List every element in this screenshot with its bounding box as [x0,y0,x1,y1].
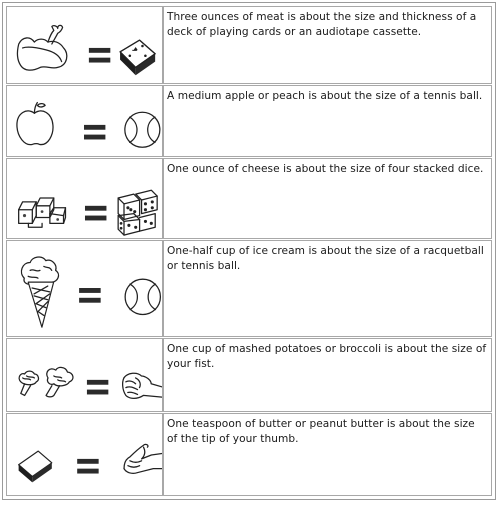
equals-sign [85,206,106,221]
table-row [6,338,492,412]
table-row [6,158,492,239]
broccoli-icon [19,367,73,396]
equals-sign [77,459,98,474]
apple-icon [17,103,53,145]
illustration-cell [6,338,163,412]
meat-equals-cards-illustration [7,7,162,83]
meat-chop-icon [17,25,66,70]
cheese-equals-dice-illustration [7,159,162,238]
illustration-cell [6,413,163,496]
description-text: Three ounces of meat is about the size and thickness of a deck of playing cards or an audiotape cassette. [163,6,492,84]
dice-icon [118,190,157,235]
equals-sign [87,380,108,395]
table-row [6,6,492,84]
broccoli-equals-fist-illustration [7,339,162,411]
illustration-cell [6,85,163,157]
ice-cream-equals-ball-illustration [7,241,162,336]
apple-equals-tennis-ball-illustration [7,86,162,156]
portion-size-table [2,2,496,500]
butter-pat-icon [19,451,52,482]
tennis-ball-icon [125,112,160,147]
ice-cream-cone-icon [21,257,58,327]
illustration-cell [6,158,163,239]
description-text: One ounce of cheese is about the size of four stacked dice. [163,158,492,239]
description-text: One-half cup of ice cream is about the size of a racquetball or tennis ball. [163,240,492,337]
equals-sign [79,288,101,303]
ball-icon [125,279,160,314]
cheese-cubes-icon [19,198,66,227]
table-row [6,413,492,496]
butter-equals-thumb-illustration [7,414,162,495]
description-text: One teaspoon of butter or peanut butter is about the size of the tip of your thumb. [163,413,492,496]
thumb-icon [124,444,162,473]
illustration-cell [6,240,163,337]
fist-icon [123,373,162,398]
equals-sign [84,125,105,140]
equals-sign [89,48,110,63]
illustration-cell [6,6,163,84]
description-text: One cup of mashed potatoes or broccoli is about the size of your fist. [163,338,492,412]
description-text: A medium apple or peach is about the size of a tennis ball. [163,85,492,157]
table-row [6,240,492,337]
table-row [6,85,492,157]
deck-of-cards-icon [120,40,155,75]
